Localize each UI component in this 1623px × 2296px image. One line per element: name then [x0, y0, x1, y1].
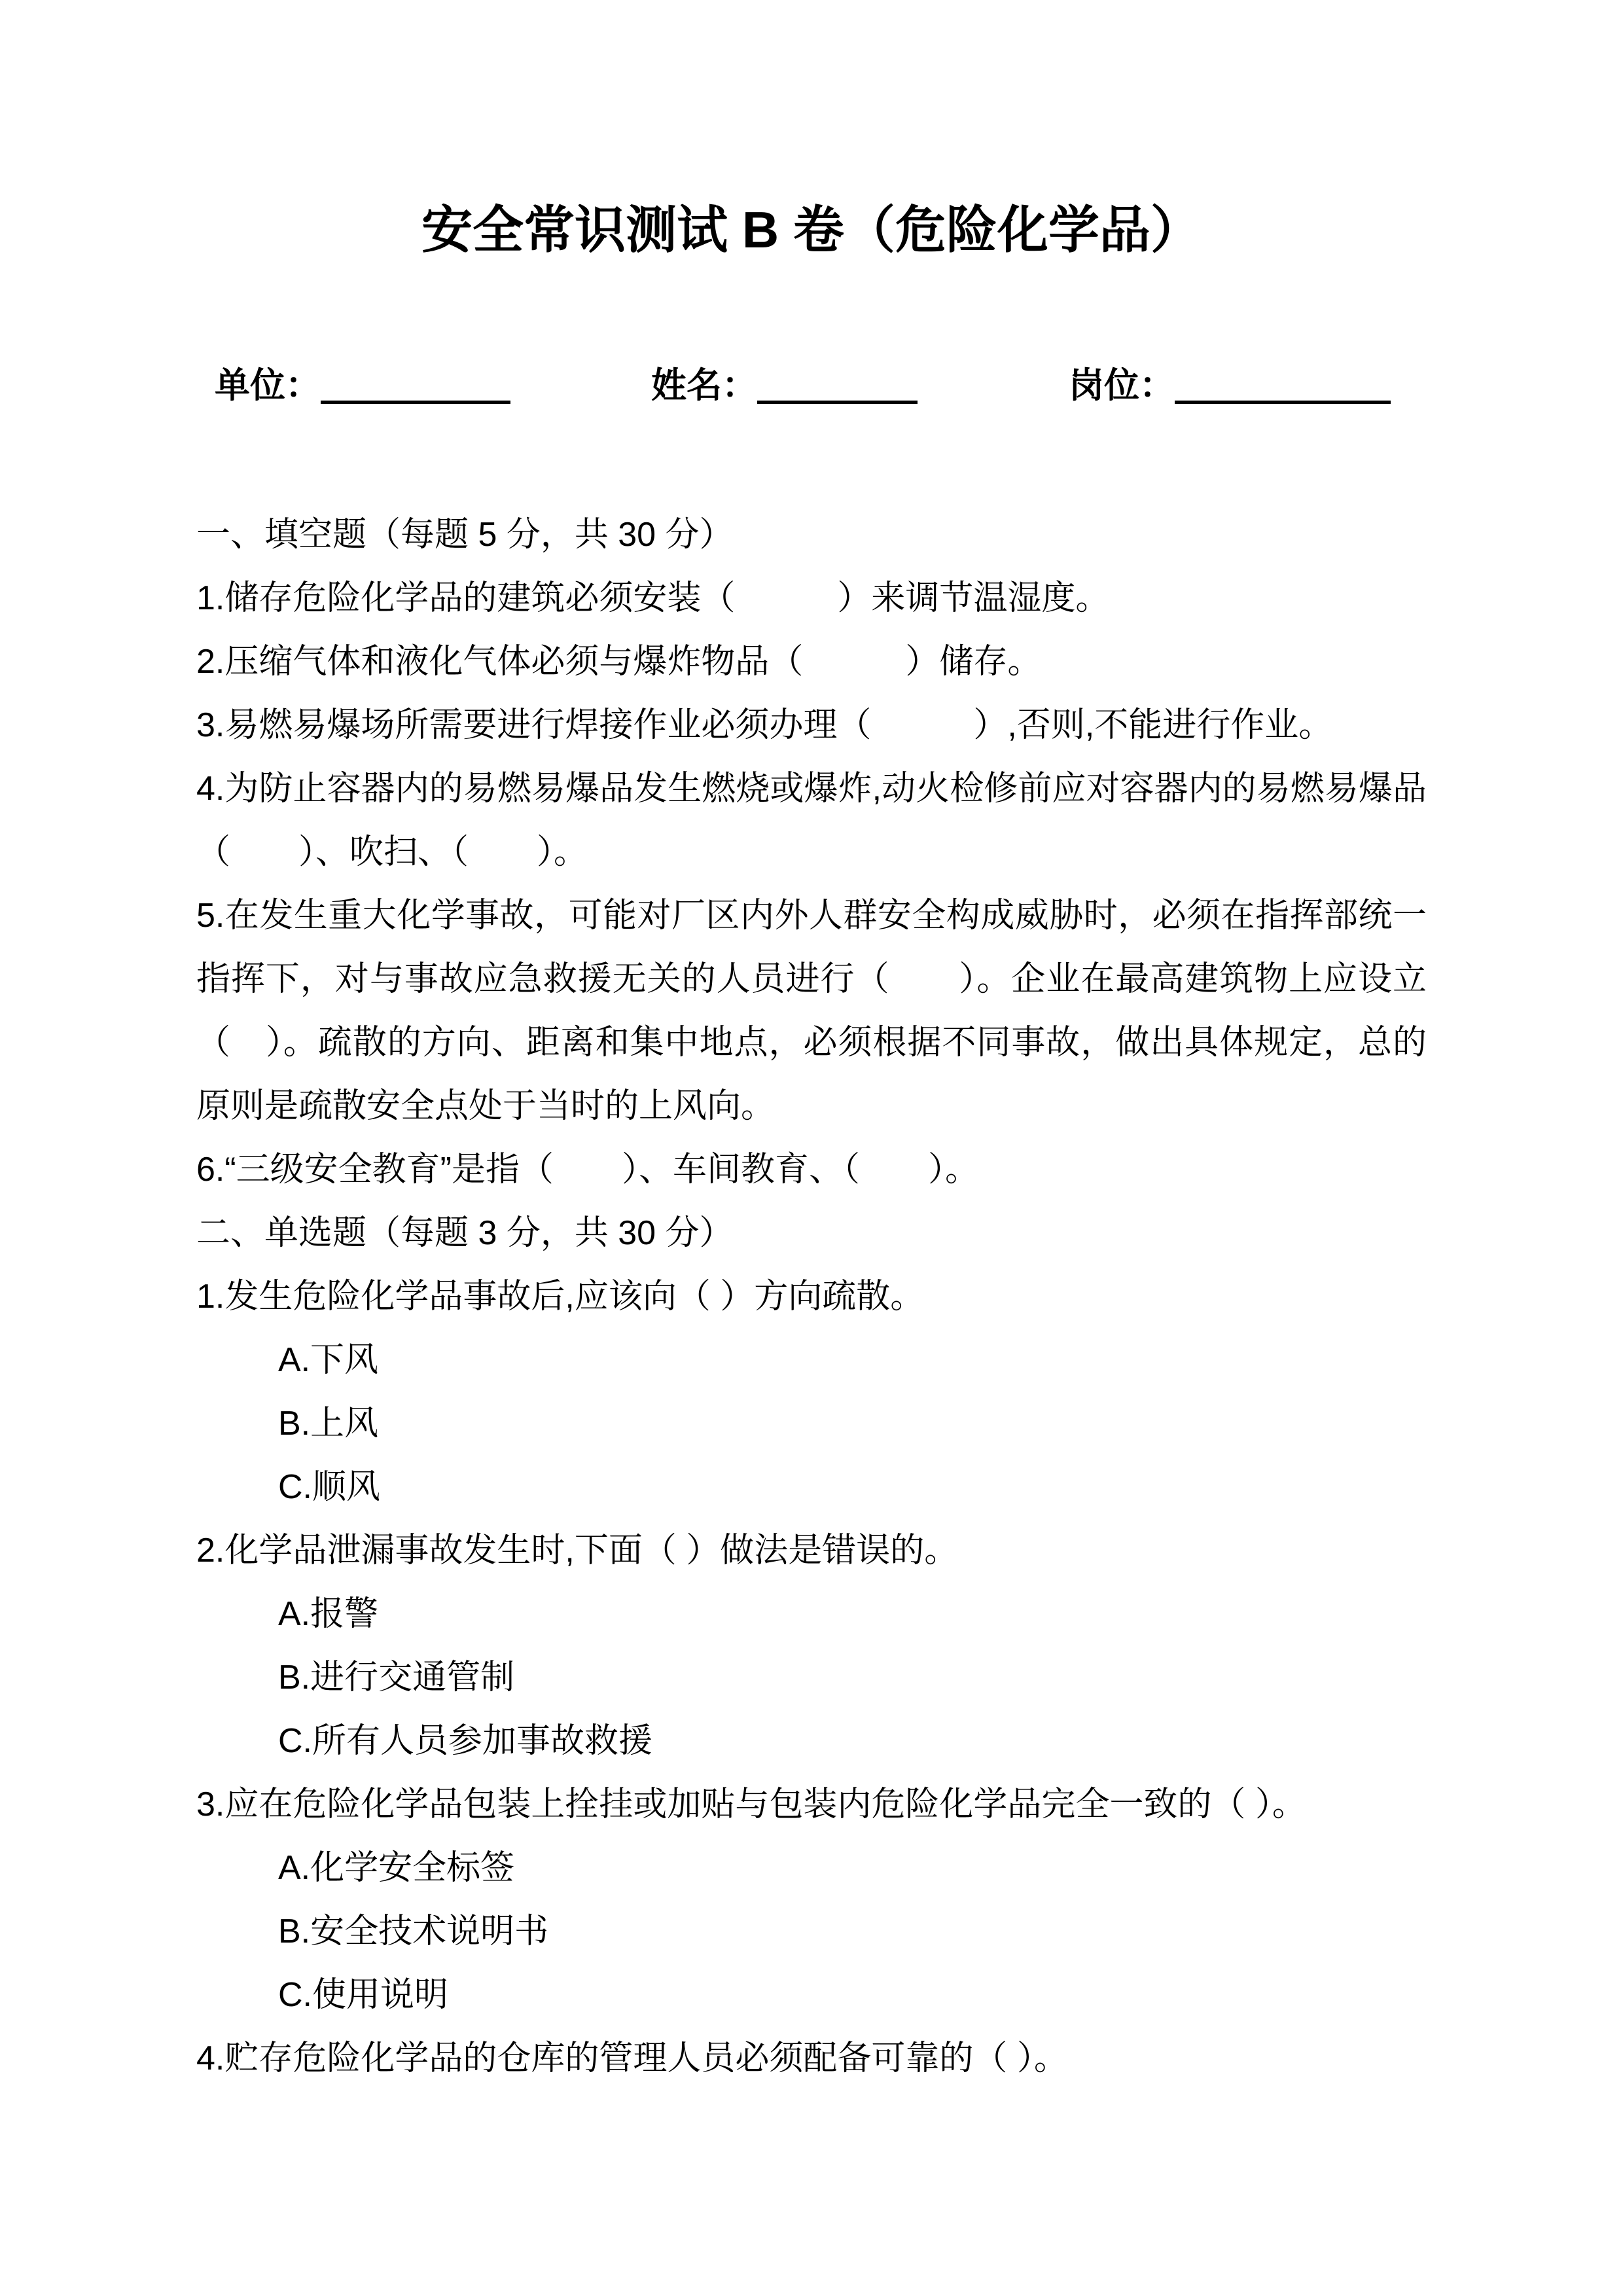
fill-blank-question-1: 1.储存危险化学品的建筑必须安装（ ）来调节温湿度。: [196, 579, 1110, 617]
fill-blank-question-5: 5.在发生重大化学事故，可能对厂区内外人群安全构成威胁时，必须在指挥部统一指挥下，对与事故应急救援无关的人员进行（ ）。企业在最高建筑物上应设立（ ）。疏散的方向、距离和集中地点，必须根据不同事故，做出具体规定，总的原则是疏散安全点处于当时的上风向。: [196, 897, 1427, 1125]
choice-question-2-option-a: A.报警: [278, 1595, 379, 1633]
name-blank-line: [757, 399, 918, 404]
fill-blank-question-2: 2.压缩气体和液化气体必须与爆炸物品（ ）储存。: [196, 643, 1042, 681]
choice-question-3: 3.应在危险化学品包装上拴挂或加贴与包装内危险化学品完全一致的（ ）。: [196, 1785, 1306, 1823]
choice-question-3-option-b: B.安全技术说明书: [278, 1912, 549, 1950]
unit-field: [215, 363, 510, 408]
section1-heading: 一、填空题（每题 5 分，共 30 分）: [196, 516, 734, 554]
choice-question-3-option-c: C.使用说明: [278, 1976, 449, 2014]
choice-question-3-option-a: A.化学安全标签: [278, 1849, 515, 1887]
section2-heading: 二、单选题（每题 3 分，共 30 分）: [196, 1214, 734, 1252]
unit-label: 单位：: [215, 366, 321, 405]
post-blank-line: [1175, 399, 1391, 404]
fill-blank-question-6: 6.“三级安全教育”是指（ ）、车间教育、（ ）。: [196, 1151, 980, 1189]
choice-question-2-option-b: B.进行交通管制: [278, 1659, 515, 1696]
questions-area: [196, 503, 1427, 2090]
candidate-info-row: [196, 363, 1427, 408]
choice-question-4: 4.贮存危险化学品的仓库的管理人员必须配备可靠的（ ）。: [196, 2039, 1068, 2077]
fill-blank-question-4: 4.为防止容器内的易燃易爆品发生燃烧或爆炸,动火检修前应对容器内的易燃易爆品（ ）、吹扫、（ ）。: [196, 770, 1427, 871]
choice-question-1-option-c: C.顺风: [278, 1468, 381, 1506]
choice-question-1-option-b: B.上风: [278, 1405, 379, 1443]
name-field: [651, 363, 918, 408]
page-title: 安全常识测试 B 卷（危险化学品）: [421, 201, 1202, 259]
post-label: 岗位：: [1069, 366, 1175, 405]
choice-question-1-option-a: A.下风: [278, 1341, 379, 1379]
choice-question-2: 2.化学品泄漏事故发生时,下面（ ）做法是错误的。: [196, 1532, 959, 1570]
name-label: 姓名：: [651, 366, 758, 405]
fill-blank-question-3: 3.易燃易爆场所需要进行焊接作业必须办理（ ）,否则,不能进行作业。: [196, 706, 1333, 744]
choice-question-2-option-c: C.所有人员参加事故救援: [278, 1722, 653, 1760]
unit-blank-line: [321, 399, 510, 404]
choice-question-1: 1.发生危险化学品事故后,应该向（ ）方向疏散。: [196, 1278, 925, 1316]
post-field: [1069, 363, 1391, 408]
